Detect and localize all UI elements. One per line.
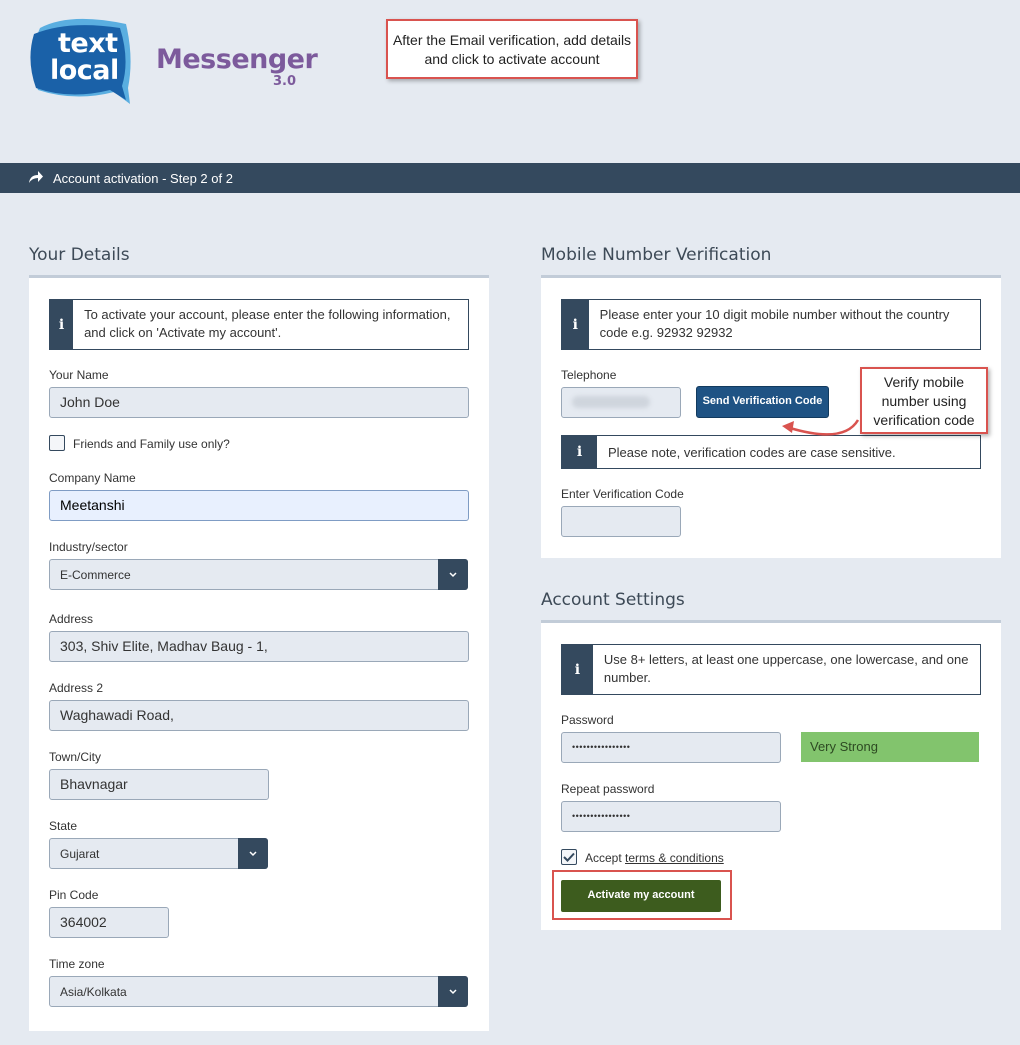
state-value: Gujarat [60,847,100,861]
mobile-verification-title: Mobile Number Verification [541,245,772,265]
repeat-password-label: Repeat password [561,782,655,796]
chevron-down-icon[interactable] [438,559,468,590]
verification-code-input[interactable] [561,506,681,537]
repeat-password-input[interactable]: •••••••••••••••• [561,801,781,832]
activate-account-button[interactable]: Activate my account [561,880,721,912]
account-settings-title: Account Settings [541,590,685,610]
logo-wordmark: text local [50,28,119,86]
verification-code-label: Enter Verification Code [561,487,684,501]
address-label: Address [49,612,94,626]
mobile-note-box [561,435,981,469]
share-icon [28,170,44,184]
friends-family-label: Friends and Family use only? [73,437,230,451]
address2-label: Address 2 [49,681,104,695]
accept-prefix: Accept [585,851,622,865]
company-label: Company Name [49,471,136,485]
address-input[interactable]: 303, Shiv Elite, Madhav Baug - 1, [49,631,469,662]
password-strength-indicator: Very Strong [801,732,979,762]
step-label: Account activation - Step 2 of 2 [53,171,233,186]
checkmark-icon [563,852,575,862]
terms-link[interactable]: terms & conditions [625,851,724,865]
address2-input[interactable]: Waghawadi Road, [49,700,469,731]
product-version: 3.0 [273,74,297,89]
accept-terms-label [585,851,724,865]
info-icon: i [562,300,589,349]
annotation-top-note: After the Email verification, add details and click to activate account [386,19,638,79]
timezone-value: Asia/Kolkata [60,985,127,999]
blurred-phone-number [572,396,650,408]
password-info-box [561,644,981,695]
telephone-label: Telephone [561,368,617,382]
state-label: State [49,819,78,833]
info-icon: i [562,645,593,694]
info-text: To activate your account, please enter the following information, and click on 'Activate my account'. [84,307,451,340]
password-input[interactable]: •••••••••••••••• [561,732,781,763]
industry-label: Industry/sector [49,540,128,554]
step-bar [0,163,1020,193]
company-input[interactable]: Meetanshi [49,490,469,521]
town-label: Town/City [49,750,102,764]
send-verification-code-button[interactable]: Send Verification Code [696,386,829,418]
chevron-down-icon[interactable] [438,976,468,1007]
accept-terms-checkbox[interactable] [561,849,577,865]
product-name: Messenger [156,44,318,75]
pin-input[interactable]: 364002 [49,907,169,938]
state-select[interactable] [49,838,268,869]
password-label: Password [561,713,614,727]
annotation-arrow-icon [778,414,862,442]
friends-family-checkbox[interactable] [49,435,65,451]
town-input[interactable]: Bhavnagar [49,769,269,800]
info-text: Use 8+ letters, at least one uppercase, one lowercase, and one number. [603,652,969,685]
info-icon: i [50,300,73,349]
timezone-select[interactable] [49,976,468,1007]
timezone-label: Time zone [49,957,105,971]
annotation-side-note: Verify mobile number using verification code [860,367,988,434]
name-input[interactable]: John Doe [49,387,469,418]
chevron-down-icon[interactable] [238,838,268,869]
info-text: Please enter your 10 digit mobile number without the country code e.g. 92932 92932 [599,307,950,340]
your-details-info-box [49,299,469,350]
name-label: Your Name [49,368,109,382]
industry-select[interactable] [49,559,468,590]
info-icon: i [562,436,597,468]
pin-label: Pin Code [49,888,99,902]
mobile-info-box [561,299,981,350]
info-text: Please note, verification codes are case sensitive. [608,445,896,460]
your-details-title: Your Details [29,245,130,265]
industry-value: E-Commerce [60,568,131,582]
